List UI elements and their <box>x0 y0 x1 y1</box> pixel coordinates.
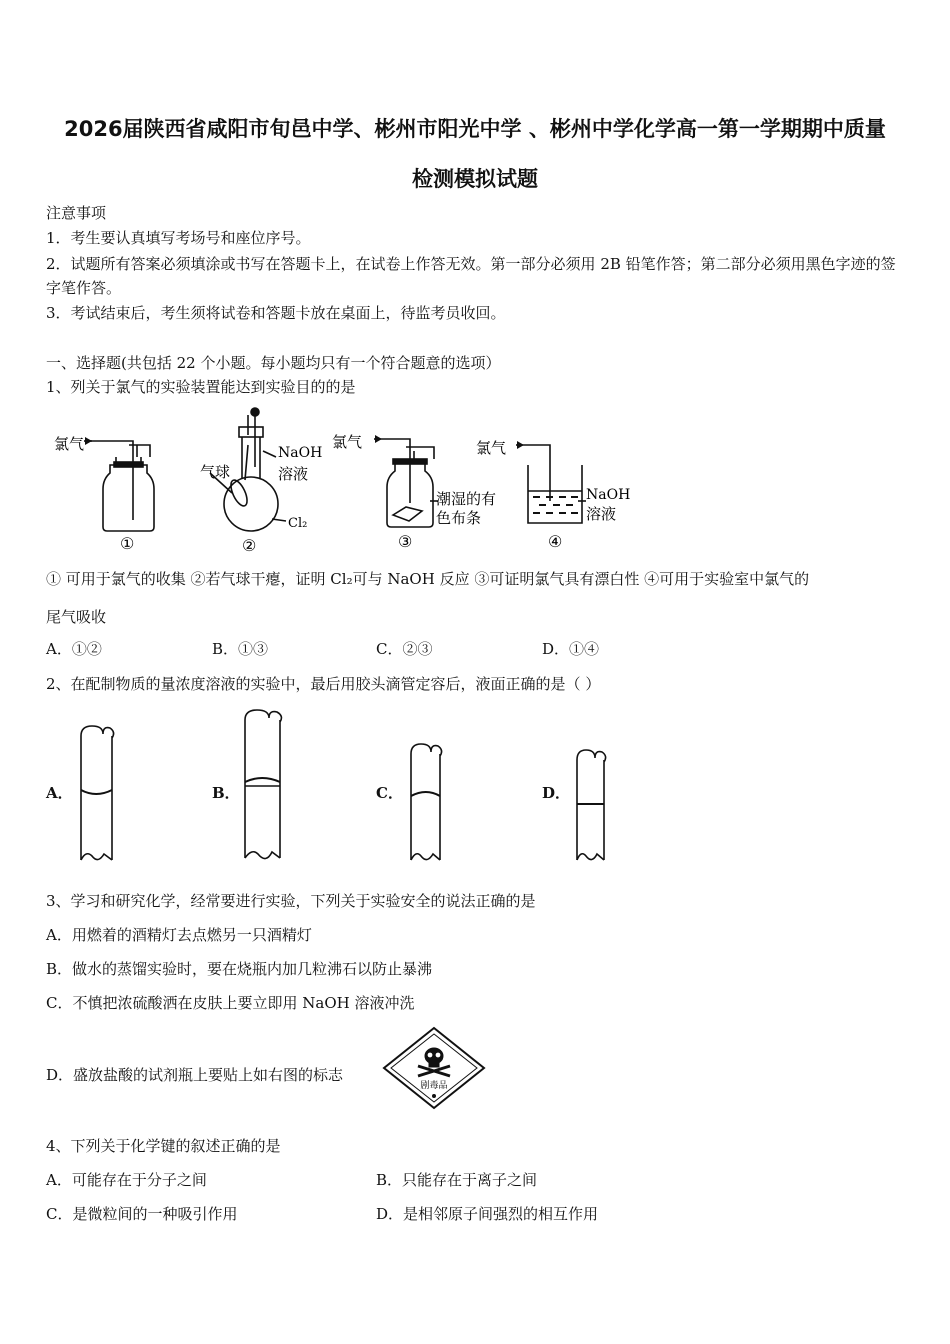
apparatus-1-tubes <box>90 441 150 520</box>
apparatus-number-4: ④ <box>548 532 563 551</box>
q1-option-a[interactable]: A．①② <box>46 640 102 658</box>
notice-item-3: 3．考试结束后，考生须将试卷和答题卡放在桌面上，待监考员收回。 <box>46 304 506 322</box>
q1-option-b[interactable]: B．①③ <box>212 640 269 658</box>
question-1-description-2: 尾气吸收 <box>46 608 107 626</box>
notice-item-1: 1．考生要认真填写考场号和座位序号。 <box>46 229 311 247</box>
q1-apparatus-figure <box>50 405 650 555</box>
skull-crossbones-icon <box>418 1048 450 1076</box>
flask-neck-a <box>76 722 118 864</box>
q1-option-c[interactable]: C．②③ <box>376 640 433 658</box>
apparatus-2-flask <box>224 477 278 531</box>
question-3-stem: 3、学习和研究化学，经常要进行实验，下列关于实验安全的说法正确的是 <box>46 892 536 910</box>
flask-neck-c <box>406 740 446 866</box>
chlorine-label-1: 氯气 <box>54 435 85 453</box>
cl2-label: Cl₂ <box>288 516 308 531</box>
q3-option-a[interactable]: A．用燃着的酒精灯去点燃另一只酒精灯 <box>46 926 312 944</box>
chlorine-label-4: 氯气 <box>476 439 507 457</box>
toxic-hazard-sign <box>380 1026 488 1110</box>
apparatus-number-1: ① <box>120 534 135 553</box>
q3-option-c[interactable]: C．不慎把浓硫酸洒在皮肤上要立即用 NaOH 溶液冲洗 <box>46 994 415 1012</box>
apparatus-1-bottle <box>103 465 154 531</box>
naoh-label-2b: 溶液 <box>278 465 309 483</box>
chlorine-label-3: 氯气 <box>332 433 363 451</box>
q3-option-d[interactable]: D．盛放盐酸的试剂瓶上要贴上如右图的标志 <box>46 1066 344 1084</box>
exam-title-line-2: 检测模拟试题 <box>412 167 538 191</box>
cloth-label-b: 色布条 <box>436 509 482 527</box>
naoh-label-2a: NaOH <box>278 445 323 461</box>
question-1-stem: 1、列关于氯气的实验装置能达到实验目的的是 <box>46 378 356 396</box>
notice-item-2: 2．试题所有答案必须填涂或书写在答题卡上，在试卷上作答无效。第一部分必须用 2B 铅笔作答；第二部分必须用黑色字迹的签字笔作答。 <box>46 255 896 297</box>
apparatus-number-3: ③ <box>398 532 413 551</box>
q4-option-c[interactable]: C．是微粒间的一种吸引作用 <box>46 1205 238 1223</box>
q1-option-d[interactable]: D．①④ <box>542 640 600 658</box>
toxic-sign-label: 剧毒品 <box>420 1081 448 1091</box>
flask-neck-b <box>240 706 286 866</box>
q2-option-b[interactable]: B． <box>212 784 240 802</box>
q4-option-b[interactable]: B．只能存在于离子之间 <box>376 1171 538 1189</box>
apparatus-4-beaker <box>528 465 582 523</box>
q2-option-d[interactable]: D． <box>542 784 571 802</box>
exam-title-line-1: 2026届陕西省咸阳市旬邑中学、彬州市阳光中学 、彬州中学化学高一第一学期期中质量 <box>64 117 886 141</box>
colored-cloth-strip <box>393 507 422 521</box>
q2-option-a[interactable]: A． <box>46 784 73 802</box>
q4-option-a[interactable]: A．可能存在于分子之间 <box>46 1171 207 1189</box>
notice-heading: 注意事项 <box>46 204 107 222</box>
naoh-label-4b: 溶液 <box>586 505 617 523</box>
question-1-description-1: ① 可用于氯气的收集 ②若气球干瘪，证明 Cl₂可与 NaOH 反应 ③可证明氯气具有漂白性 ④可用于实验室中氯气的 <box>46 570 810 588</box>
question-2-stem: 2、在配制物质的量浓度溶液的实验中，最后用胶头滴管定容后，液面正确的是（ ） <box>46 675 601 693</box>
cloth-label-a: 潮湿的有 <box>436 490 497 508</box>
question-4-stem: 4、下列关于化学键的叙述正确的是 <box>46 1137 281 1155</box>
q3-option-b[interactable]: B．做水的蒸馏实验时，要在烧瓶内加几粒沸石以防止暴沸 <box>46 960 433 978</box>
flask-neck-d <box>572 746 610 866</box>
section-heading: 一、选择题(共包括 22 个小题。每小题均只有一个符合题意的选项） <box>46 354 501 372</box>
apparatus-number-2: ② <box>242 536 257 555</box>
q4-option-d[interactable]: D．是相邻原子间强烈的相互作用 <box>376 1205 599 1223</box>
q2-option-c[interactable]: C． <box>376 784 403 802</box>
balloon-label: 气球 <box>200 463 231 481</box>
naoh-label-4a: NaOH <box>586 487 631 503</box>
